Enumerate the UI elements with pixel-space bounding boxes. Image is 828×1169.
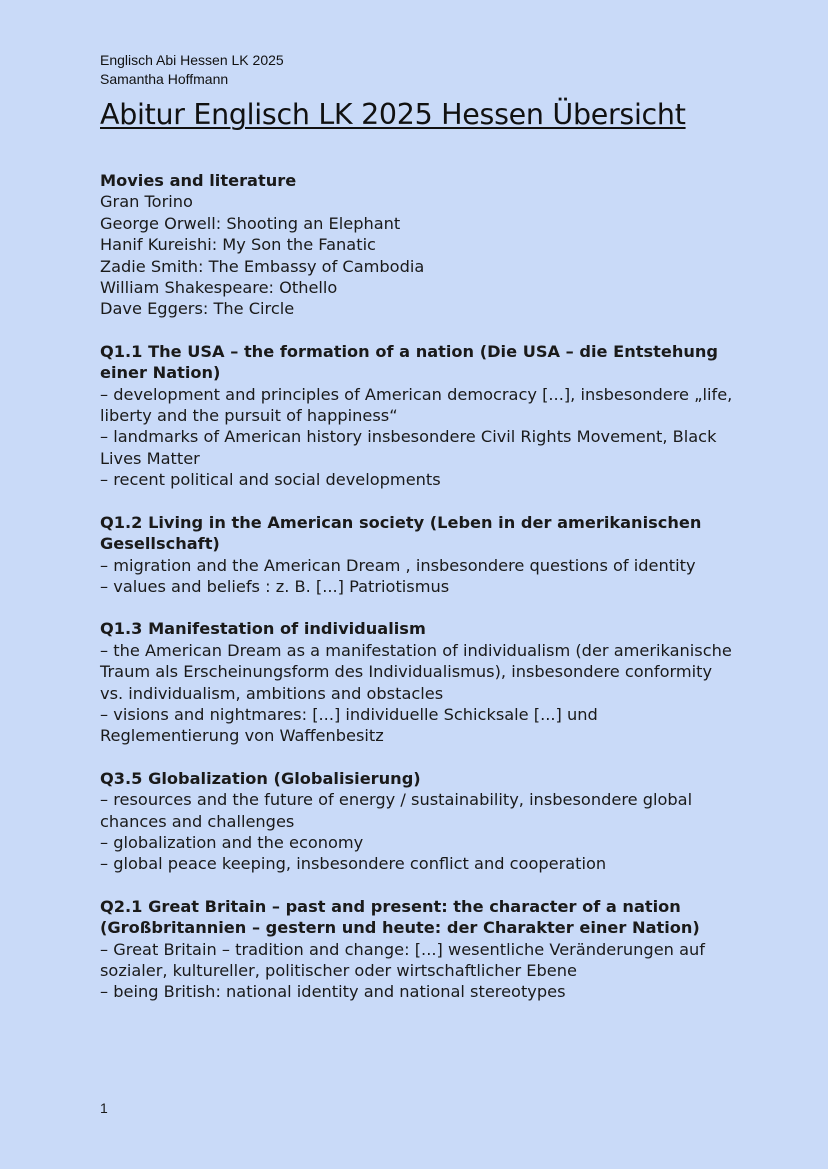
section-line: Gran Torino: [100, 192, 193, 212]
section-heading: Q1.1 The USA – the formation of a nation (Die USA – die Entstehung einer Nation): [100, 341, 718, 383]
section-line: – global peace keeping, insbesondere conflict and cooperation: [100, 854, 607, 874]
section-heading: Q1.3 Manifestation of individualism: [100, 619, 426, 639]
topic-section: [100, 896, 740, 1003]
section-line: – landmarks of American history insbesondere Civil Rights Movement, Black Lives Matter: [100, 427, 717, 468]
section-line: – recent political and social developments: [100, 470, 441, 490]
document-body: [100, 170, 740, 1024]
section-line: – being British: national identity and national stereotypes: [100, 982, 566, 1002]
section-line: Dave Eggers: The Circle: [100, 299, 295, 319]
section-line: – values and beliefs : z. B. [...] Patriotismus: [100, 576, 450, 596]
section-heading: Q2.1 Great Britain – past and present: the character of a nation (Großbritannien – gestern und heute: der Charakter einer Nation): [100, 896, 700, 938]
section-line: George Orwell: Shooting an Elephant: [100, 213, 401, 233]
topic-section: [100, 341, 740, 491]
section-line: Zadie Smith: The Embassy of Cambodia: [100, 256, 425, 276]
topic-section: [100, 170, 740, 320]
page-header: [100, 51, 284, 89]
section-heading: Q3.5 Globalization (Globalisierung): [100, 768, 421, 788]
header-course: Englisch Abi Hessen LK 2025: [100, 52, 284, 68]
topic-section: [100, 512, 740, 598]
section-line: – Great Britain – tradition and change: [...] wesentliche Veränderungen auf sozialer, kultureller, politischer oder wirtschaftlicher Ebene: [100, 939, 705, 980]
page-number: 1: [100, 1100, 108, 1116]
document-title: Abitur Englisch LK 2025 Hessen Übersicht: [100, 98, 686, 131]
section-heading: Movies and literature: [100, 171, 297, 190]
section-line: – resources and the future of energy / sustainability, insbesondere global chances and challenges: [100, 790, 693, 831]
topic-section: [100, 768, 740, 875]
topic-section: [100, 618, 740, 746]
section-line: Hanif Kureishi: My Son the Fanatic: [100, 235, 376, 255]
section-line: – the American Dream as a manifestation of individualism (der amerikanische Traum als Erscheinungsform des Individualismus), insbesondere conformity vs. individualism, ambitions and obstacles: [100, 640, 732, 703]
header-author: Samantha Hoffmann: [100, 71, 229, 87]
section-line: – visions and nightmares: [...] individuelle Schicksale [...] und Reglementierung von Waffenbesitz: [100, 704, 598, 746]
section-line: – development and principles of American democracy [...], insbesondere „life, liberty and the pursuit of happiness“: [100, 384, 733, 426]
section-line: – globalization and the economy: [100, 832, 364, 852]
section-heading: Q1.2 Living in the American society (Leben in der amerikanischen Gesellschaft): [100, 512, 702, 554]
section-line: – migration and the American Dream , insbesondere questions of identity: [100, 555, 696, 575]
section-line: William Shakespeare: Othello: [100, 278, 338, 298]
